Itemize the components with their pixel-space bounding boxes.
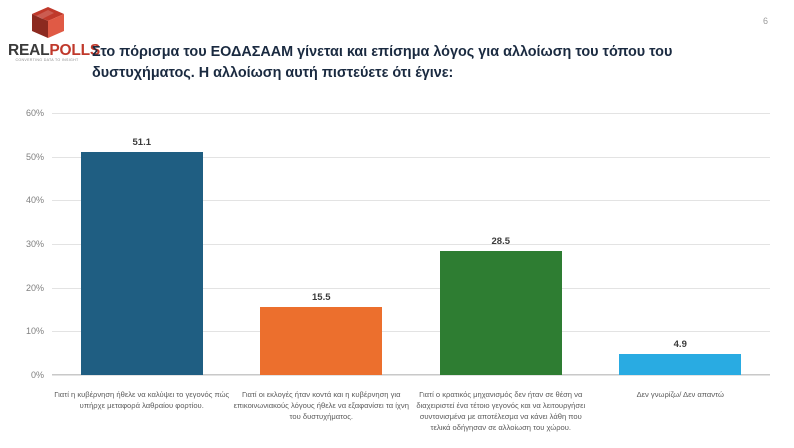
brand-wordmark-polls: POLLS [49, 42, 101, 59]
x-axis-category-label: Δεν γνωρίζω/ Δεν απαντώ [636, 390, 724, 399]
y-axis-tick-label: 30% [25, 239, 44, 249]
chart-bar-value-label: 28.5 [491, 235, 510, 247]
x-axis-category-label: Γιατί η κυβέρνηση ήθελε να καλύψει το γεγονός πώς υπήρχε μεταφορά λαθραίου φορτίου. [54, 390, 230, 410]
chart-gridline [52, 113, 770, 114]
y-axis-tick-label: 60% [25, 108, 44, 118]
chart-bar [619, 338, 741, 375]
brand-wordmark-real: REAL [8, 42, 50, 59]
bar-chart [0, 105, 794, 448]
chart-plot-area [25, 108, 770, 432]
y-axis-tick-label: 20% [25, 282, 44, 293]
chart-bar [440, 235, 562, 375]
chart-bar-value-label: 15.5 [312, 292, 331, 304]
brand-logo [8, 6, 101, 68]
y-axis-tick-label: 10% [25, 326, 44, 337]
y-axis-tick-label: 0% [30, 370, 44, 380]
slide-number: 6 [762, 16, 768, 26]
chart-bar-value-label: 4.9 [673, 338, 687, 350]
chart-bar [81, 136, 203, 375]
brand-tagline: CONVERTING DATA TO INSIGHT [15, 58, 79, 62]
x-axis-category-label: Γιατί ο κρατικός μηχανισμός δεν ήταν σε θέση να διαχειριστεί ένα τέτοιο γεγονός και να λειτουργήσει συντονισμένα με αποτέλεσμα να κάνει λάθη που τελικά οδήγησαν σε αλλοίωση του χώρου. [416, 390, 586, 432]
chart-bar-value-label: 51.1 [132, 136, 151, 148]
y-axis-tick-label: 50% [25, 151, 44, 162]
chart-gridline [52, 375, 770, 376]
chart-bar [260, 292, 382, 375]
page-title: Στο πόρισμα του ΕΟΔΑΣΑΑΜ γίνεται και επίσημα λόγος για αλλοίωση του τόπου του δυστυχήματος. Η αλλοίωση αυτή πιστεύετε ότι έγινε: [92, 44, 673, 81]
x-axis-category-label: Γιατί οι εκλογές ήταν κοντά και η κυβέρνηση για επικοινωνιακούς λόγους ήθελε να εξαφανίσει τα ίχνη του δυστυχήματος. [233, 390, 409, 421]
y-axis-tick-label: 40% [25, 195, 44, 206]
cube-logo-icon [30, 6, 66, 40]
